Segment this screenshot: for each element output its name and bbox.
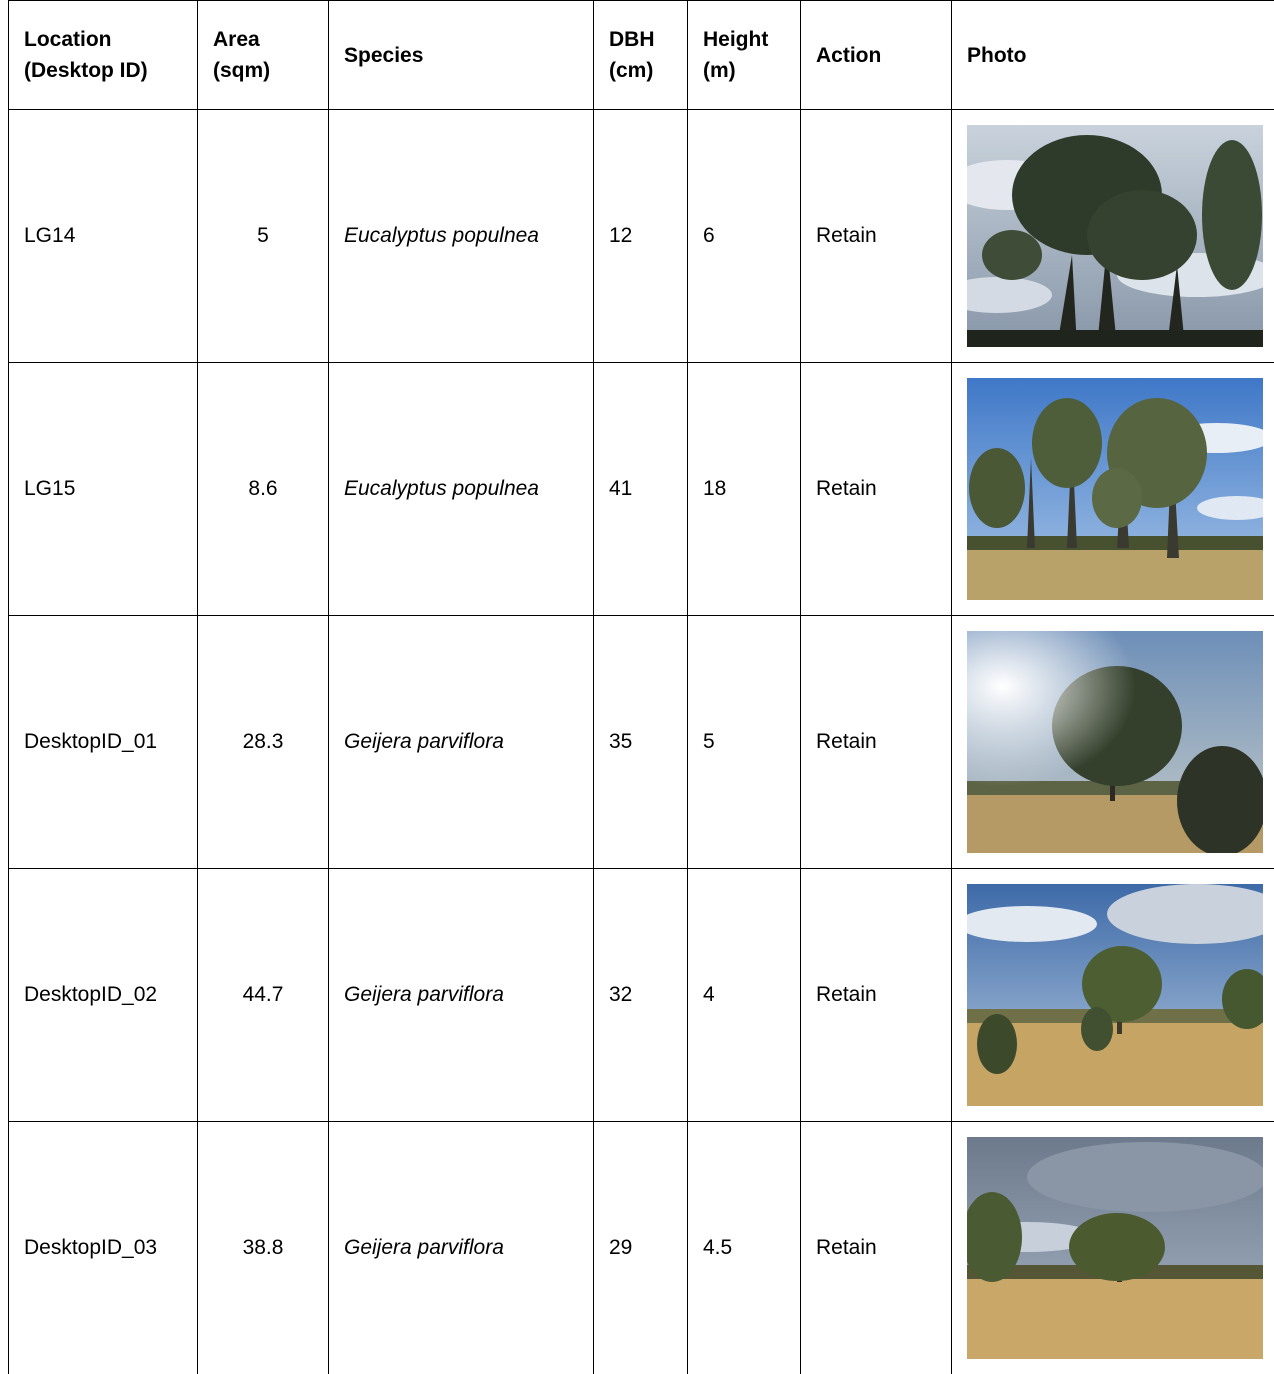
location-cell: LG14: [9, 110, 198, 363]
photo-cell: [952, 1122, 1274, 1374]
header-row: [9, 1, 1274, 110]
action-cell: Retain: [801, 363, 952, 616]
table-row: [9, 110, 1274, 363]
header-action: Action: [801, 1, 952, 110]
dbh-cell: 41: [594, 363, 688, 616]
location-cell: DesktopID_02: [9, 869, 198, 1122]
location-cell: LG15: [9, 363, 198, 616]
height-cell: 4.5: [688, 1122, 801, 1374]
header-height: Height (m): [688, 1, 801, 110]
area-cell: 8.6: [198, 363, 329, 616]
area-cell: 44.7: [198, 869, 329, 1122]
photo-cell: [952, 616, 1274, 869]
table-row: [9, 616, 1274, 869]
header-dbh: DBH (cm): [594, 1, 688, 110]
action-cell: Retain: [801, 110, 952, 363]
header-location: Location (Desktop ID): [9, 1, 198, 110]
tree-survey-table: [8, 0, 1274, 1374]
table-row: [9, 363, 1274, 616]
tree-backlit-sun-grassland-photo: [967, 631, 1263, 853]
height-cell: 6: [688, 110, 801, 363]
photo-cell: [952, 110, 1274, 363]
table-row: [9, 869, 1274, 1122]
species-cell: Geijera parviflora: [329, 869, 594, 1122]
header-photo: Photo: [952, 1, 1274, 110]
eucalyptus-trees-cloudy-sky-photo: [967, 125, 1263, 347]
area-cell: 28.3: [198, 616, 329, 869]
area-cell: 5: [198, 110, 329, 363]
action-cell: Retain: [801, 616, 952, 869]
species-cell: Eucalyptus populnea: [329, 363, 594, 616]
height-cell: 5: [688, 616, 801, 869]
location-cell: DesktopID_03: [9, 1122, 198, 1374]
photo-cell: [952, 363, 1274, 616]
species-cell: Eucalyptus populnea: [329, 110, 594, 363]
table-row: [9, 1122, 1274, 1374]
species-cell: Geijera parviflora: [329, 1122, 594, 1374]
dbh-cell: 29: [594, 1122, 688, 1374]
dbh-cell: 35: [594, 616, 688, 869]
dbh-cell: 12: [594, 110, 688, 363]
location-cell: DesktopID_01: [9, 616, 198, 869]
eucalyptus-trees-grassland-photo: [967, 378, 1263, 600]
header-area: Area (sqm): [198, 1, 329, 110]
tree-dry-grass-field-photo: [967, 884, 1263, 1106]
area-cell: 38.8: [198, 1122, 329, 1374]
height-cell: 4: [688, 869, 801, 1122]
header-species: Species: [329, 1, 594, 110]
height-cell: 18: [688, 363, 801, 616]
action-cell: Retain: [801, 1122, 952, 1374]
dbh-cell: 32: [594, 869, 688, 1122]
action-cell: Retain: [801, 869, 952, 1122]
species-cell: Geijera parviflora: [329, 616, 594, 869]
tree-overcast-grassland-photo: [967, 1137, 1263, 1359]
photo-cell: [952, 869, 1274, 1122]
